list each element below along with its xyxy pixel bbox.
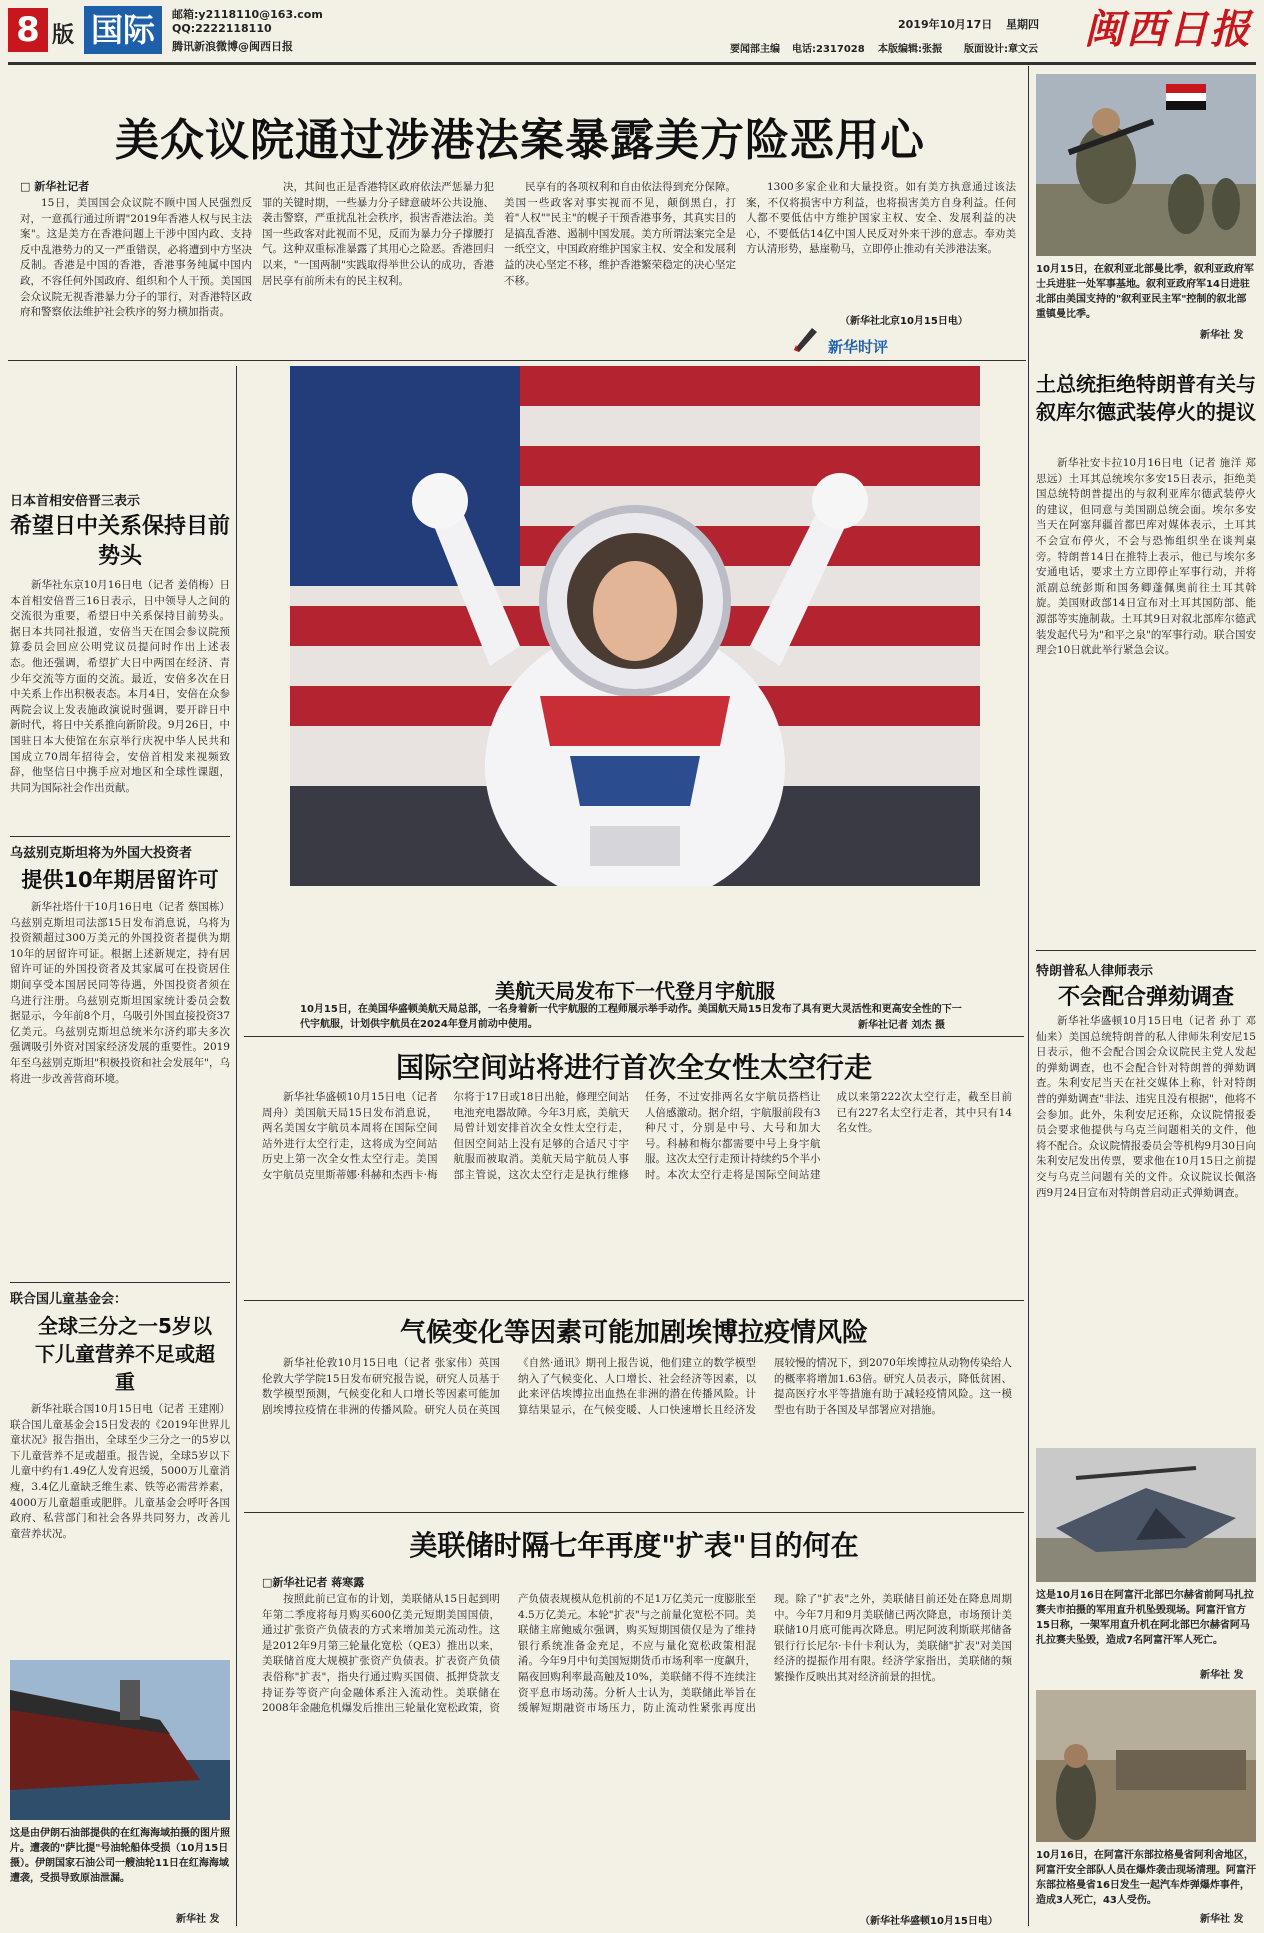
blast-credit: 新华社 发 — [1200, 1914, 1244, 1925]
paper-logo: 闽西日报 — [1084, 6, 1252, 53]
japan-body: 新华社东京10月16日电（记者 姜俏梅）日本首相安倍晋三16日表示，日中领导人之间的交流很为重要，希望日中关系保持目前势头。据日本共同社报道，安倍当天在国会参议院预算委员会回应公明党议员提问时作出上述表态。他还强调，希望扩大日中两国在经济、青少年交流等方面的交流。最近，安倍多次在日中关系上作出积极表态。本月4日，安倍在众参两院会议上发表施政演说时强调，要开辟日中新时代，将日中关系推向新阶段。9月26日，中国驻日本大使馆在东京举行庆祝中华人民共和国成立70周年招待会，安倍首相发来视频致辞，他坚信日中携手应对地区和全球性课题，共同为国际社会作出贡献。 — [10, 579, 230, 794]
trump-lawyer-body: 新华社华盛顿10月15日电（记者 孙丁 邓仙来）美国总统特朗普的私人律师朱利安尼15日表示，他不会配合国会众议院民主党人发起的弹劾调查，也不会配合针对特朗普的弹劾调查。朱利安尼当天在社交媒体上称，针对特朗普的弹劾调查"非法、违宪且没有根据"，他将不会参加。此外，朱利安尼还称，众议院情报委员会要求他提供与乌克兰问题相关的文件，他将不配合。众议院情报委员会等机构9月30日向朱利安尼发出传票，要求他在10月15日之前提交与乌克兰问题有关的文件。众议院议长佩洛西9月24日宣布对特朗普启动正式弹劾调查。 — [1036, 1015, 1256, 1199]
contact-weibo: 腾讯新浪微博@闽西日报 — [172, 40, 293, 53]
sidebar-divider-left — [236, 366, 237, 1926]
lead-column-3: 民享有的各项权利和自由依法得到充分保障。美国一些政客对事实视而不见，颠倒黑白，打着"人权""民主"的幌子干预香港事务，其真实目的是搞乱香港、遏制中国发展。美方所谓法案完全是一纸空文，中国政府维护国家主权、安全和发展利益的决心坚定不移，维护香港繁荣稳定的决心坚定不移。 — [504, 181, 736, 287]
fed-signoff: （新华社华盛顿10月15日电） — [860, 1916, 998, 1927]
blast-photo — [1036, 1690, 1256, 1842]
lead-headline: 美众议院通过涉港法案暴露美方险恶用心 — [115, 115, 925, 166]
syria-photo — [1036, 74, 1256, 256]
fed-headline: 美联储时隔七年再度"扩表"目的何在 — [409, 1529, 859, 1562]
pen-icon — [790, 324, 820, 354]
unicef-headline: 全球三分之一5岁以下儿童营养不足或超重 — [35, 1314, 215, 1394]
unicef-kicker: 联合国儿童基金会： — [10, 1292, 128, 1307]
oil-tanker-caption: 这是由伊朗石油部提供的在红海海域拍摄的图片照片。遭袭的"萨比提"号油轮船体受损（10月15日摄）。伊朗国家石油公司一艘油轮11日在红海海域遭袭，受损导致原油泄漏。 — [10, 1828, 230, 1884]
lead-column-1: 15日，美国国会众议院不顾中国人民强烈反对，一意孤行通过所谓"2019年香港人权与民主法案"。这是美方在香港问题上干涉中国内政、支持反中乱港势力的又一严重错误，必将遭到中方坚决反制。香港是中国的香港，香港事务纯属中国内政，不容任何外国政府、组织和个人干预。美国国会众议院无视香港暴力分子的罪行，对香港特区政府和警察依法维护社会秩序的努力横加指责。 — [20, 197, 252, 319]
syria-credit: 新华社 发 — [1200, 330, 1244, 341]
trump-lawyer-kicker: 特朗普私人律师表示 — [1036, 964, 1154, 979]
turkey-headline: 土总统拒绝特朗普有关与叙库尔德武装停火的提议 — [1036, 372, 1256, 424]
trump-lawyer-headline: 不会配合弹劾调查 — [1057, 985, 1234, 1010]
sidebar-divider-right — [1028, 66, 1029, 1926]
proof-credit: 版面设计:章文云 — [964, 44, 1038, 55]
lead-signoff: （新华社北京10月15日电） — [840, 316, 968, 327]
climate-rule — [244, 1512, 1024, 1513]
lead-column-2: 决，其间也正是香港特区政府依法严惩暴力犯罪的关键时期，一些暴力分子肆意破坏公共设施、袭击警察，严重扰乱社会秩序，损害香港法治。美国一些政客对此视而不见，反而为暴力分子撑腰打气。这种双重标准暴露了其用心之险恶。香港回归以来，"一国两制"实践取得举世公认的成功，香港居民享有前所未有的民主权利。 — [262, 181, 494, 287]
phone-credit: 电话:2317028 — [792, 44, 865, 55]
japan-headline: 希望日中关系保持目前势头 — [10, 514, 231, 569]
editor-credit: 要闻部主编 — [730, 44, 780, 55]
lead-byline: □ 新华社记者 — [20, 180, 90, 193]
lead-column-4: 1300多家企业和大量投资。如有美方执意通过该法案，不仅将损害中方利益，也将损害美方自身利益。任何人都不要低估中方维护国家主权、安全、发展利益的决心，不要低估14亿中国人民反对外来干涉的意志。奉劝美方认清形势，悬崖勒马，立即停止推动有关涉港法案。 — [746, 181, 1016, 256]
oil-tanker-credit: 新华社 发 — [176, 1914, 220, 1925]
unicef-body: 新华社联合国10月15日电（记者 王建刚）联合国儿童基金会15日发表的《2019年世界儿童状况》报告指出，全球至少三分之一的5岁以下儿童营养不足或超重。报告说，全球5岁以下儿童中约有1.49亿人发育迟缓，5000万儿童消瘦，3.4亿儿童缺乏维生素、铁等必需营养素，4000万儿童超重或肥胖。儿童基金会呼吁各国政府、私营部门和社会各界共同努力，改善儿童营养状况。 — [10, 1403, 230, 1540]
spacesuit-title: 美航天局发布下一代登月宇航服 — [495, 979, 775, 1003]
climate-body: 新华社伦敦10月15日电（记者 张家伟）英国伦敦大学学院15日发布研究报告说，研究人员基于数学模型预测，气候变化和人口增长等因素可能加剧埃博拉疫情在非洲的传播风险。研究人员在英国《自然·通讯》期刊上报告说，他们建立的数学模型纳入了气候变化、人口增长、社会经济等因素，以此来评估埃博拉出血热在非洲的潜在传播风险。计算结果显示，在气候变暖、人口快速增长且经济发展较慢的情况下，到2070年埃博拉从动物传染给人的概率将增加1.63倍。研究人员表示，降低贫困、提高医疗水平等措施有助于减轻疫情风险。这一模型也有助于各国及早部署应对措施。 — [262, 1357, 1012, 1416]
designer-credit: 本版编辑:张振 — [878, 44, 942, 55]
masthead-rule — [8, 62, 1256, 65]
syria-caption: 10月15日，在叙利亚北部曼比季，叙利亚政府军士兵进驻一处军事基地。叙利亚政府军14日进驻北部由美国支持的"叙利亚民主军"控制的叙北部重镇曼比季。 — [1036, 264, 1254, 320]
helicopter-photo — [1036, 1448, 1256, 1582]
section-title: 国际 — [84, 6, 162, 54]
japan-kicker: 日本首相安倍晋三表示 — [10, 494, 141, 509]
iss-body: 新华社华盛顿10月15日电（记者 周舟）美国航天局15日发布消息说，两名美国女宇航员本周将在国际空间站外进行太空行走，这将成为空间站历史上第一次全女性太空行走。美国女宇航员克里斯蒂娜·科赫和杰西卡·梅尔将于17日或18日出舱，修理空间站电池充电器故障。今年3月底，美航天局曾计划安排首次全女性太空行走，但因空间站上没有足够的合适尺寸宇航服而被取消。美航天局宇航员人事部主管说，这次太空行走是执行维修任务，不过安排两名女宇航员搭档让人倍感激动。据介绍，宇航服前段有3种尺寸，分别是中号、大号和加大号。科赫和梅尔都需要中号上身宇航服。这次太空行走预计持续约5个半小时。本次太空行走将是国际空间站建成以来第222次太空行走，截至目前已有227名太空行走者，其中只有14名女性。 — [262, 1091, 1012, 1181]
helicopter-caption: 这是10月16日在阿富汗北部巴尔赫省前阿马扎拉赛夫市拍摄的军用直升机坠毁现场。阿富汗官方15日称，一架军用直升机在阿北部巴尔赫省阿马扎拉赛夫坠毁，造成7名阿富汗军人死亡。 — [1036, 1590, 1254, 1646]
spacesuit-photo — [290, 366, 980, 886]
oil-tanker-photo — [10, 1660, 230, 1820]
spacesuit-caption: 10月15日，在美国华盛顿美航天局总部，一名身着新一代宇航服的工程师展示举手动作。美国航天局15日发布了具有更大灵活性和更高安全性的下一代宇航服，计划供宇航员在2024年登月前动中使用。 — [300, 1004, 962, 1030]
lead-rule-bottom — [8, 360, 1026, 361]
issue-date: 2019年10月17日 — [898, 18, 993, 31]
turkey-body: 新华社安卡拉10月16日电（记者 施洋 郑思远）土耳其总统埃尔多安15日表示，拒绝美国总统特朗普提出的与叙利亚库尔德武装停火的建议，但同意与美国副总统会面。埃尔多安当天在阿塞拜疆首都巴库对媒体表示，土耳其不会宣布停火，不会与恐怖组织坐在谈判桌旁。特朗普14日在推特上表示，他已与埃尔多安通电话，要求土方立即停止军事行动，并将派副总统彭斯和国务卿蓬佩奥前往土耳其斡旋。美国财政部14日宣布对土耳其国防部、能源部等实施制裁。土耳其9日对叙北部库尔德武装发起代号为"和平之泉"的军事行动。联合国安理会10日就此举行紧急会议。 — [1036, 457, 1256, 657]
uzbek-body: 新华社塔什干10月16日电（记者 蔡国栋）乌兹别克斯坦司法部15日发布消息说，乌将为投资额超过300万美元的外国投资者提供为期10年的居留许可证。根据上述新规定，持有居留许可证的外国投资者及其家属可在投资居住期间享受本国居民同等待遇，外国投资者须在乌进行注册。乌兹别克斯坦国家统计委员会数据显示，今年前8个月，乌吸引外国直接投资37亿美元。乌兹别克斯坦总统米尔济约耶夫多次强调吸引外资对国家经济发展的重要性。2019年至乌兹别克斯坦"积极投资和社会发展年"，乌将进一步改善营商环境。 — [10, 901, 230, 1085]
contact-qq: QQ:2222118110 — [172, 22, 272, 35]
spacesuit-rule — [244, 1036, 1024, 1037]
uzbek-rule — [10, 1282, 230, 1283]
uzbek-kicker: 乌兹别克斯坦将为外国大投资者 — [10, 846, 193, 861]
helicopter-credit: 新华社 发 — [1200, 1670, 1244, 1681]
issue-weekday: 星期四 — [1006, 18, 1039, 31]
spacesuit-credit: 新华社记者 刘杰 摄 — [858, 1020, 945, 1031]
iss-headline: 国际空间站将进行首次全女性太空行走 — [395, 1051, 872, 1084]
page-number-badge: 8 — [8, 8, 48, 52]
turkey-rule — [1036, 950, 1256, 951]
commentary-tag: 新华时评 — [828, 338, 889, 356]
blast-caption: 10月16日，在阿富汗东部拉格曼省阿利舍地区，阿富汗安全部队人员在爆炸袭击现场清理。阿富汗东部拉格曼省16日发生一起汽车炸弹爆炸事件，造成3人死亡，43人受伤。 — [1036, 1850, 1256, 1906]
fed-body: 按照此前已宣布的计划，美联储从15日起到明年第二季度将每月购买600亿美元短期美国国债，通过扩张资产负债表的方式来增加美元流动性。这是2012年9月第三轮量化宽松（QE3）推出以来，美联储首度大规模扩张资产负债表。扩表资产负债表俗称"扩表"，指央行通过购买国债、抵押贷款支持证券等资产向金融体系注入流动性。美联储在2008年金融危机爆发后推出三轮量化宽松政策，资产负债表规模从危机前的不足1万亿美元一度膨胀至4.5万亿美元。本轮"扩表"与之前量化宽松不同。美联储主席鲍威尔强调，购买短期国债仅是为了维持银行系统准备金充足，不应与量化宽松政策相混淆。今年9月中旬美国短期货币市场利率一度飙升，隔夜回购利率最高触及10%，美联储不得不连续注资平息市场动荡。分析人士认为，美联储此举旨在缓解短期融资市场压力，防止流动性紧张再度出现。除了"扩表"之外，美联储目前还处在降息周期中。今年7月和9月美联储已两次降息，市场预计美联储10月底可能再次降息。明尼阿波利斯联邦储备银行行长尼尔·卡什卡利认为，美联储"扩表"对美国经济的提振作用有限。经济学家指出，美联储的频繁操作反映出其对经济前景的担忧。 — [262, 1593, 1012, 1715]
iss-rule — [244, 1300, 1024, 1301]
climate-headline: 气候变化等因素可能加剧埃博拉疫情风险 — [399, 1318, 868, 1348]
masthead — [0, 0, 1264, 64]
page-unit: 版 — [52, 23, 75, 48]
japan-rule — [10, 836, 230, 837]
uzbek-headline: 提供10年期居留许可 — [21, 868, 219, 892]
contact-email: 邮箱:y2118110@163.com — [172, 8, 323, 21]
fed-byline: □新华社记者 蒋寒露 — [262, 1576, 365, 1589]
